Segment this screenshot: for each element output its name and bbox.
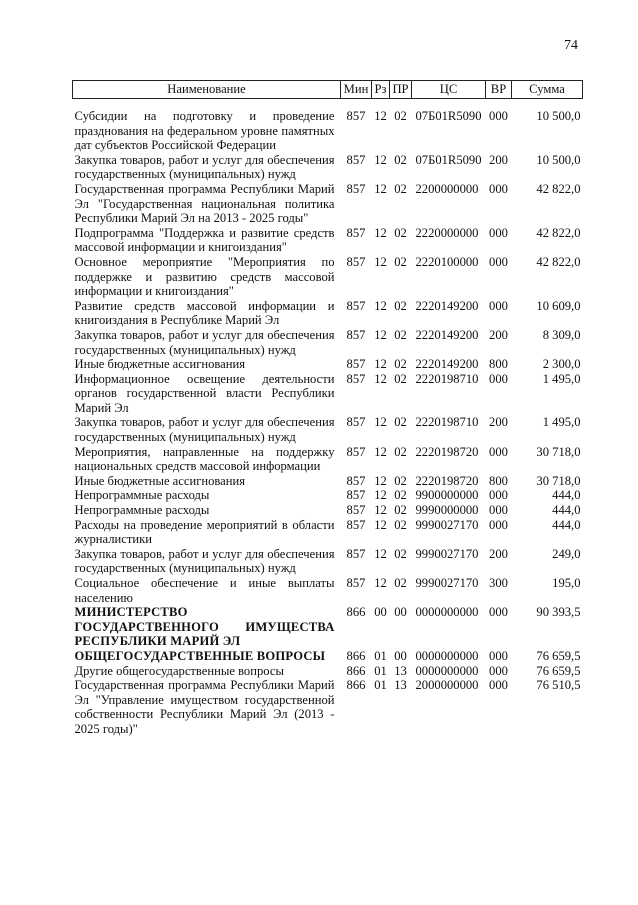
row-min: 857 bbox=[346, 546, 366, 561]
row-min: 857 bbox=[346, 444, 366, 459]
row-pr: 02 bbox=[394, 109, 407, 123]
row-vr: 000 bbox=[489, 371, 508, 386]
row-name: Информационное освещение деятельности органов государственной власти Республики Марий Эл bbox=[74, 371, 335, 415]
table-row bbox=[73, 664, 583, 679]
row-pr: 02 bbox=[394, 444, 407, 459]
row-min: 866 bbox=[346, 663, 366, 678]
table-row bbox=[73, 518, 583, 547]
table-row bbox=[73, 415, 583, 444]
row-rz: 12 bbox=[374, 371, 387, 386]
row-vr: 800 bbox=[489, 357, 508, 372]
table-row bbox=[73, 503, 583, 518]
row-sum: 444,0 bbox=[552, 517, 581, 532]
row-name: Основное мероприятие "Мероприятия по поддержке и развитию средств массовой информации и книгоиздания" bbox=[74, 254, 335, 299]
row-pr: 00 bbox=[394, 648, 407, 663]
row-sum: 76 659,5 bbox=[536, 663, 581, 678]
row-pr: 02 bbox=[394, 415, 407, 430]
row-min: 857 bbox=[346, 503, 366, 518]
row-vr: 000 bbox=[489, 181, 508, 196]
row-pr: 02 bbox=[394, 181, 407, 196]
row-cs: 0000000000 bbox=[415, 605, 479, 620]
row-name: Закупка товаров, работ и услуг для обеспечения государственных (муниципальных) нужд bbox=[74, 415, 335, 445]
row-vr: 000 bbox=[489, 517, 508, 532]
table-header-row bbox=[73, 81, 583, 99]
row-pr: 02 bbox=[394, 576, 407, 590]
row-min: 857 bbox=[346, 576, 366, 590]
row-min: 857 bbox=[346, 109, 366, 123]
row-cs: 9900000000 bbox=[415, 488, 479, 503]
row-rz: 01 bbox=[374, 648, 387, 663]
row-vr: 000 bbox=[489, 225, 508, 240]
row-name: Социальное обеспечение и иные выплаты населению bbox=[74, 576, 335, 605]
row-rz: 12 bbox=[374, 327, 387, 342]
page-number: 74 bbox=[564, 38, 578, 53]
budget-table bbox=[72, 80, 583, 737]
row-pr: 02 bbox=[394, 327, 407, 342]
row-rz: 01 bbox=[374, 678, 387, 693]
row-min: 857 bbox=[346, 415, 366, 430]
row-cs: 2220198720 bbox=[415, 444, 479, 459]
row-name: Другие общегосударственные вопросы bbox=[74, 663, 284, 678]
row-name: Развитие средств массовой информации и книгоиздания в Республике Марий Эл bbox=[74, 298, 335, 328]
row-vr: 200 bbox=[489, 152, 508, 167]
table-body bbox=[73, 99, 583, 737]
row-pr: 02 bbox=[394, 298, 407, 313]
row-vr: 000 bbox=[489, 605, 508, 620]
row-sum: 90 393,5 bbox=[536, 605, 581, 620]
row-sum: 30 718,0 bbox=[536, 473, 581, 488]
row-sum: 8 309,0 bbox=[542, 327, 581, 342]
row-rz: 12 bbox=[374, 298, 387, 313]
row-name: Иные бюджетные ассигнования bbox=[74, 473, 246, 488]
row-min: 866 bbox=[346, 648, 366, 663]
row-pr: 13 bbox=[394, 678, 407, 693]
table-row bbox=[73, 153, 583, 182]
row-min: 866 bbox=[346, 605, 366, 620]
header-rz: Рз bbox=[372, 81, 390, 99]
row-rz: 12 bbox=[374, 503, 387, 518]
table-row bbox=[73, 299, 583, 328]
row-cs: 2220149200 bbox=[415, 298, 479, 313]
row-sum: 76 659,5 bbox=[536, 648, 581, 663]
row-cs: 9990027170 bbox=[415, 517, 479, 532]
row-sum: 1 495,0 bbox=[542, 415, 581, 430]
row-cs: 2220198710 bbox=[415, 415, 479, 430]
header-vr: ВР bbox=[486, 81, 512, 99]
header-min: Мин bbox=[341, 81, 372, 99]
row-cs: 2220100000 bbox=[415, 254, 479, 269]
row-cs: 9990027170 bbox=[415, 576, 479, 590]
row-rz: 12 bbox=[374, 546, 387, 561]
row-min: 866 bbox=[346, 678, 366, 693]
row-rz: 12 bbox=[374, 517, 387, 532]
row-sum: 42 822,0 bbox=[536, 225, 581, 240]
table-row bbox=[73, 328, 583, 357]
header-name: Наименование bbox=[73, 81, 341, 99]
row-pr: 02 bbox=[394, 546, 407, 561]
row-pr: 02 bbox=[394, 254, 407, 269]
table-row bbox=[73, 649, 583, 664]
header-cs: ЦС bbox=[412, 81, 486, 99]
row-name: Закупка товаров, работ и услуг для обеспечения государственных (муниципальных) нужд bbox=[74, 546, 335, 576]
row-sum: 42 822,0 bbox=[536, 254, 581, 269]
row-cs: 2220149200 bbox=[415, 357, 479, 372]
table-row bbox=[73, 255, 583, 299]
row-rz: 12 bbox=[374, 444, 387, 459]
row-min: 857 bbox=[346, 371, 366, 386]
row-rz: 12 bbox=[374, 415, 387, 430]
table-row bbox=[73, 576, 583, 605]
table-row bbox=[73, 99, 583, 153]
row-rz: 01 bbox=[374, 663, 387, 678]
row-pr: 02 bbox=[394, 357, 407, 372]
row-vr: 800 bbox=[489, 473, 508, 488]
row-name: МИНИСТЕРСТВО ГОСУДАРСТВЕННОГО ИМУЩЕСТВА РЕСПУБЛИКИ МАРИЙ ЭЛ bbox=[74, 605, 335, 649]
row-sum: 30 718,0 bbox=[536, 444, 581, 459]
row-sum: 444,0 bbox=[552, 488, 581, 503]
row-min: 857 bbox=[346, 254, 366, 269]
row-min: 857 bbox=[346, 488, 366, 503]
table-row bbox=[73, 182, 583, 226]
row-vr: 000 bbox=[489, 298, 508, 313]
row-name: Субсидии на подготовку и проведение празднования на федеральном уровне памятных дат субъектов Российской Федерации bbox=[74, 109, 335, 153]
row-vr: 200 bbox=[489, 546, 508, 561]
row-sum: 444,0 bbox=[552, 503, 581, 518]
row-cs: 9990000000 bbox=[415, 503, 479, 518]
header-sum: Сумма bbox=[512, 81, 583, 99]
row-vr: 300 bbox=[489, 576, 508, 590]
table-row bbox=[73, 474, 583, 489]
row-cs: 2220198720 bbox=[415, 473, 479, 488]
row-sum: 1 495,0 bbox=[542, 371, 581, 386]
row-name: Подпрограмма "Поддержка и развитие средств массовой информации и книгоиздания" bbox=[74, 225, 335, 255]
row-cs: 9990027170 bbox=[415, 546, 479, 561]
table-row bbox=[73, 372, 583, 416]
row-rz: 12 bbox=[374, 225, 387, 240]
row-cs: 0000000000 bbox=[415, 663, 479, 678]
row-vr: 200 bbox=[489, 415, 508, 430]
row-pr: 02 bbox=[394, 371, 407, 386]
row-rz: 00 bbox=[374, 605, 387, 620]
row-min: 857 bbox=[346, 298, 366, 313]
row-min: 857 bbox=[346, 327, 366, 342]
row-name: Закупка товаров, работ и услуг для обеспечения государственных (муниципальных) нужд bbox=[74, 152, 335, 182]
row-vr: 000 bbox=[489, 488, 508, 503]
row-vr: 000 bbox=[489, 109, 508, 123]
row-min: 857 bbox=[346, 225, 366, 240]
row-rz: 12 bbox=[374, 488, 387, 503]
row-cs: 2000000000 bbox=[415, 678, 479, 693]
row-cs: 2200000000 bbox=[415, 181, 479, 196]
row-min: 857 bbox=[346, 473, 366, 488]
row-rz: 12 bbox=[374, 181, 387, 196]
row-cs: 07Б01R5090 bbox=[415, 152, 482, 167]
row-sum: 10 500,0 bbox=[536, 109, 581, 123]
row-vr: 000 bbox=[489, 444, 508, 459]
row-cs: 2220198710 bbox=[415, 371, 479, 386]
table-row bbox=[73, 547, 583, 576]
row-rz: 12 bbox=[374, 109, 387, 123]
row-min: 857 bbox=[346, 181, 366, 196]
row-rz: 12 bbox=[374, 473, 387, 488]
row-vr: 200 bbox=[489, 327, 508, 342]
row-cs: 2220149200 bbox=[415, 327, 479, 342]
row-min: 857 bbox=[346, 152, 366, 167]
row-min: 857 bbox=[346, 517, 366, 532]
row-min: 857 bbox=[346, 357, 366, 372]
row-rz: 12 bbox=[374, 576, 387, 590]
row-name: Государственная программа Республики Марий Эл "Управление имуществом государственной собственности Республики Марий Эл (2013 - 2025 годы)" bbox=[74, 678, 335, 736]
table-row bbox=[73, 678, 583, 736]
row-cs: 07Б01R5090 bbox=[415, 109, 482, 123]
row-name: Государственная программа Республики Марий Эл "Государственная национальная политика Республики Марий Эл на 2013 - 2025 годы" bbox=[74, 181, 335, 226]
table-row bbox=[73, 226, 583, 255]
row-pr: 02 bbox=[394, 225, 407, 240]
row-sum: 195,0 bbox=[552, 576, 581, 590]
row-vr: 000 bbox=[489, 503, 508, 518]
row-sum: 76 510,5 bbox=[536, 678, 581, 693]
row-cs: 2220000000 bbox=[415, 225, 479, 240]
row-name: Непрограммные расходы bbox=[74, 488, 210, 503]
row-rz: 12 bbox=[374, 152, 387, 167]
row-sum: 249,0 bbox=[552, 546, 581, 561]
row-vr: 000 bbox=[489, 663, 508, 678]
row-name: Непрограммные расходы bbox=[74, 503, 210, 518]
row-pr: 02 bbox=[394, 517, 407, 532]
table-row bbox=[73, 605, 583, 649]
row-name: Расходы на проведение мероприятий в области журналистики bbox=[74, 517, 335, 547]
table-row bbox=[73, 357, 583, 372]
row-sum: 2 300,0 bbox=[542, 357, 581, 372]
row-vr: 000 bbox=[489, 678, 508, 693]
row-name: Закупка товаров, работ и услуг для обеспечения государственных (муниципальных) нужд bbox=[74, 327, 335, 357]
row-sum: 10 609,0 bbox=[536, 298, 581, 313]
row-rz: 12 bbox=[374, 357, 387, 372]
row-pr: 00 bbox=[394, 605, 407, 620]
table-row bbox=[73, 488, 583, 503]
row-name: Мероприятия, направленные на поддержку национальных средств массовой информации bbox=[74, 444, 335, 474]
row-pr: 02 bbox=[394, 503, 407, 518]
row-name: Иные бюджетные ассигнования bbox=[74, 357, 246, 372]
row-vr: 000 bbox=[489, 648, 508, 663]
row-vr: 000 bbox=[489, 254, 508, 269]
row-pr: 02 bbox=[394, 152, 407, 167]
row-name: ОБЩЕГОСУДАРСТВЕННЫЕ ВОПРОСЫ bbox=[74, 648, 326, 663]
row-pr: 13 bbox=[394, 663, 407, 678]
row-pr: 02 bbox=[394, 473, 407, 488]
table-row bbox=[73, 445, 583, 474]
header-pr: ПР bbox=[390, 81, 412, 99]
row-sum: 10 500,0 bbox=[536, 152, 581, 167]
row-sum: 42 822,0 bbox=[536, 181, 581, 196]
row-rz: 12 bbox=[374, 254, 387, 269]
row-pr: 02 bbox=[394, 488, 407, 503]
row-cs: 0000000000 bbox=[415, 648, 479, 663]
